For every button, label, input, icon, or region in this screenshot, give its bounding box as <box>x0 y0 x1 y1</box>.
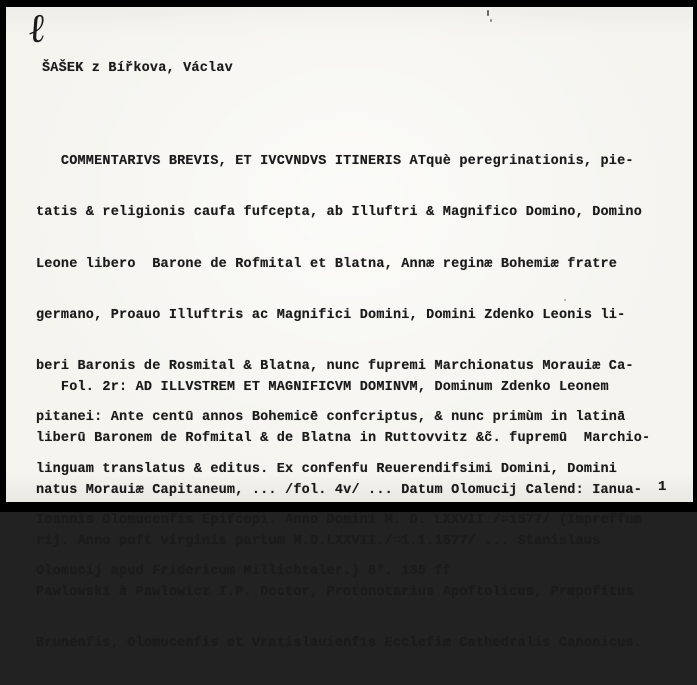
scan-speck <box>490 19 492 22</box>
text-line: Brunenfis, Olomucenfis et Vratislauienfis Ecclefiæ Cathedralis Canonicus. <box>36 636 642 652</box>
text-line: beri Baronis de Rosmital & Blatna, nunc fupremi Marchionatus Morauiæ Ca- <box>36 359 634 375</box>
text-line: COMMENTARIVS BREVIS, ET IVCVNDVS ITINERIS ATquè peregrinationis, pie- <box>36 154 634 169</box>
text-line: Fol. 2r: AD ILLVSTREM ET MAGNIFICVM DOMINVM, Dominum Zdenko Leonem <box>36 380 609 395</box>
text-line: rij. Anno poft virginis partum M.D.LXXVII./=1.1.1577/ ... Stanislaus <box>36 533 601 549</box>
text-line: Pawlowski à Pawlowicz I.P. Doctor, Protonotarius Apoftolicus, Præpofitus <box>36 585 634 601</box>
entry-heading: ŠAŠEK z Bířkova, Václav <box>42 61 233 76</box>
text-line: germano, Proauo Illuftris ac Magnifici Domini, Domini Zdenko Leonis li- <box>36 307 626 323</box>
text-line: Leone libero Barone de Rofmital et Blatna, Annæ reginæ Bohemiæ fratre <box>36 256 618 272</box>
text-line: liberū Baronem de Rofmital & de Blatna in Ruttovvitz &c̃. fupremū Marchio- <box>36 431 651 447</box>
scan-speck <box>487 10 489 16</box>
page-number: 1 <box>658 479 667 495</box>
text-line: Ioannis Olomucenfis Epifcopi. Anno Domini M. D. LXXVII./=1577/ (Impreffum <box>36 513 642 529</box>
paper-sheet <box>6 5 693 652</box>
text-line: Olomucij apud Fridericum Millichtaler.) 8°. 135 ff <box>36 564 452 580</box>
handwritten-mark: ℓ <box>25 5 48 53</box>
contents-note-paragraph <box>36 347 650 685</box>
text-line: pitanei: Ante centū annos Bohemicē confcriptus, & nunc primùm in latinā <box>36 410 626 426</box>
text-line: natus Morauiæ Capitaneum, ... /fol. 4v/ ... Datum Olomucij Calend: Ianua- <box>36 482 642 498</box>
text-line: tatis & religionis caufa fufcepta, ab Illuftri & Magnifico Domino, Domino <box>36 205 642 221</box>
scan-speck <box>564 299 566 301</box>
text-line: linguam translatus & editus. Ex confenfu Reuerendifsimi Domini, Domini <box>36 461 618 477</box>
